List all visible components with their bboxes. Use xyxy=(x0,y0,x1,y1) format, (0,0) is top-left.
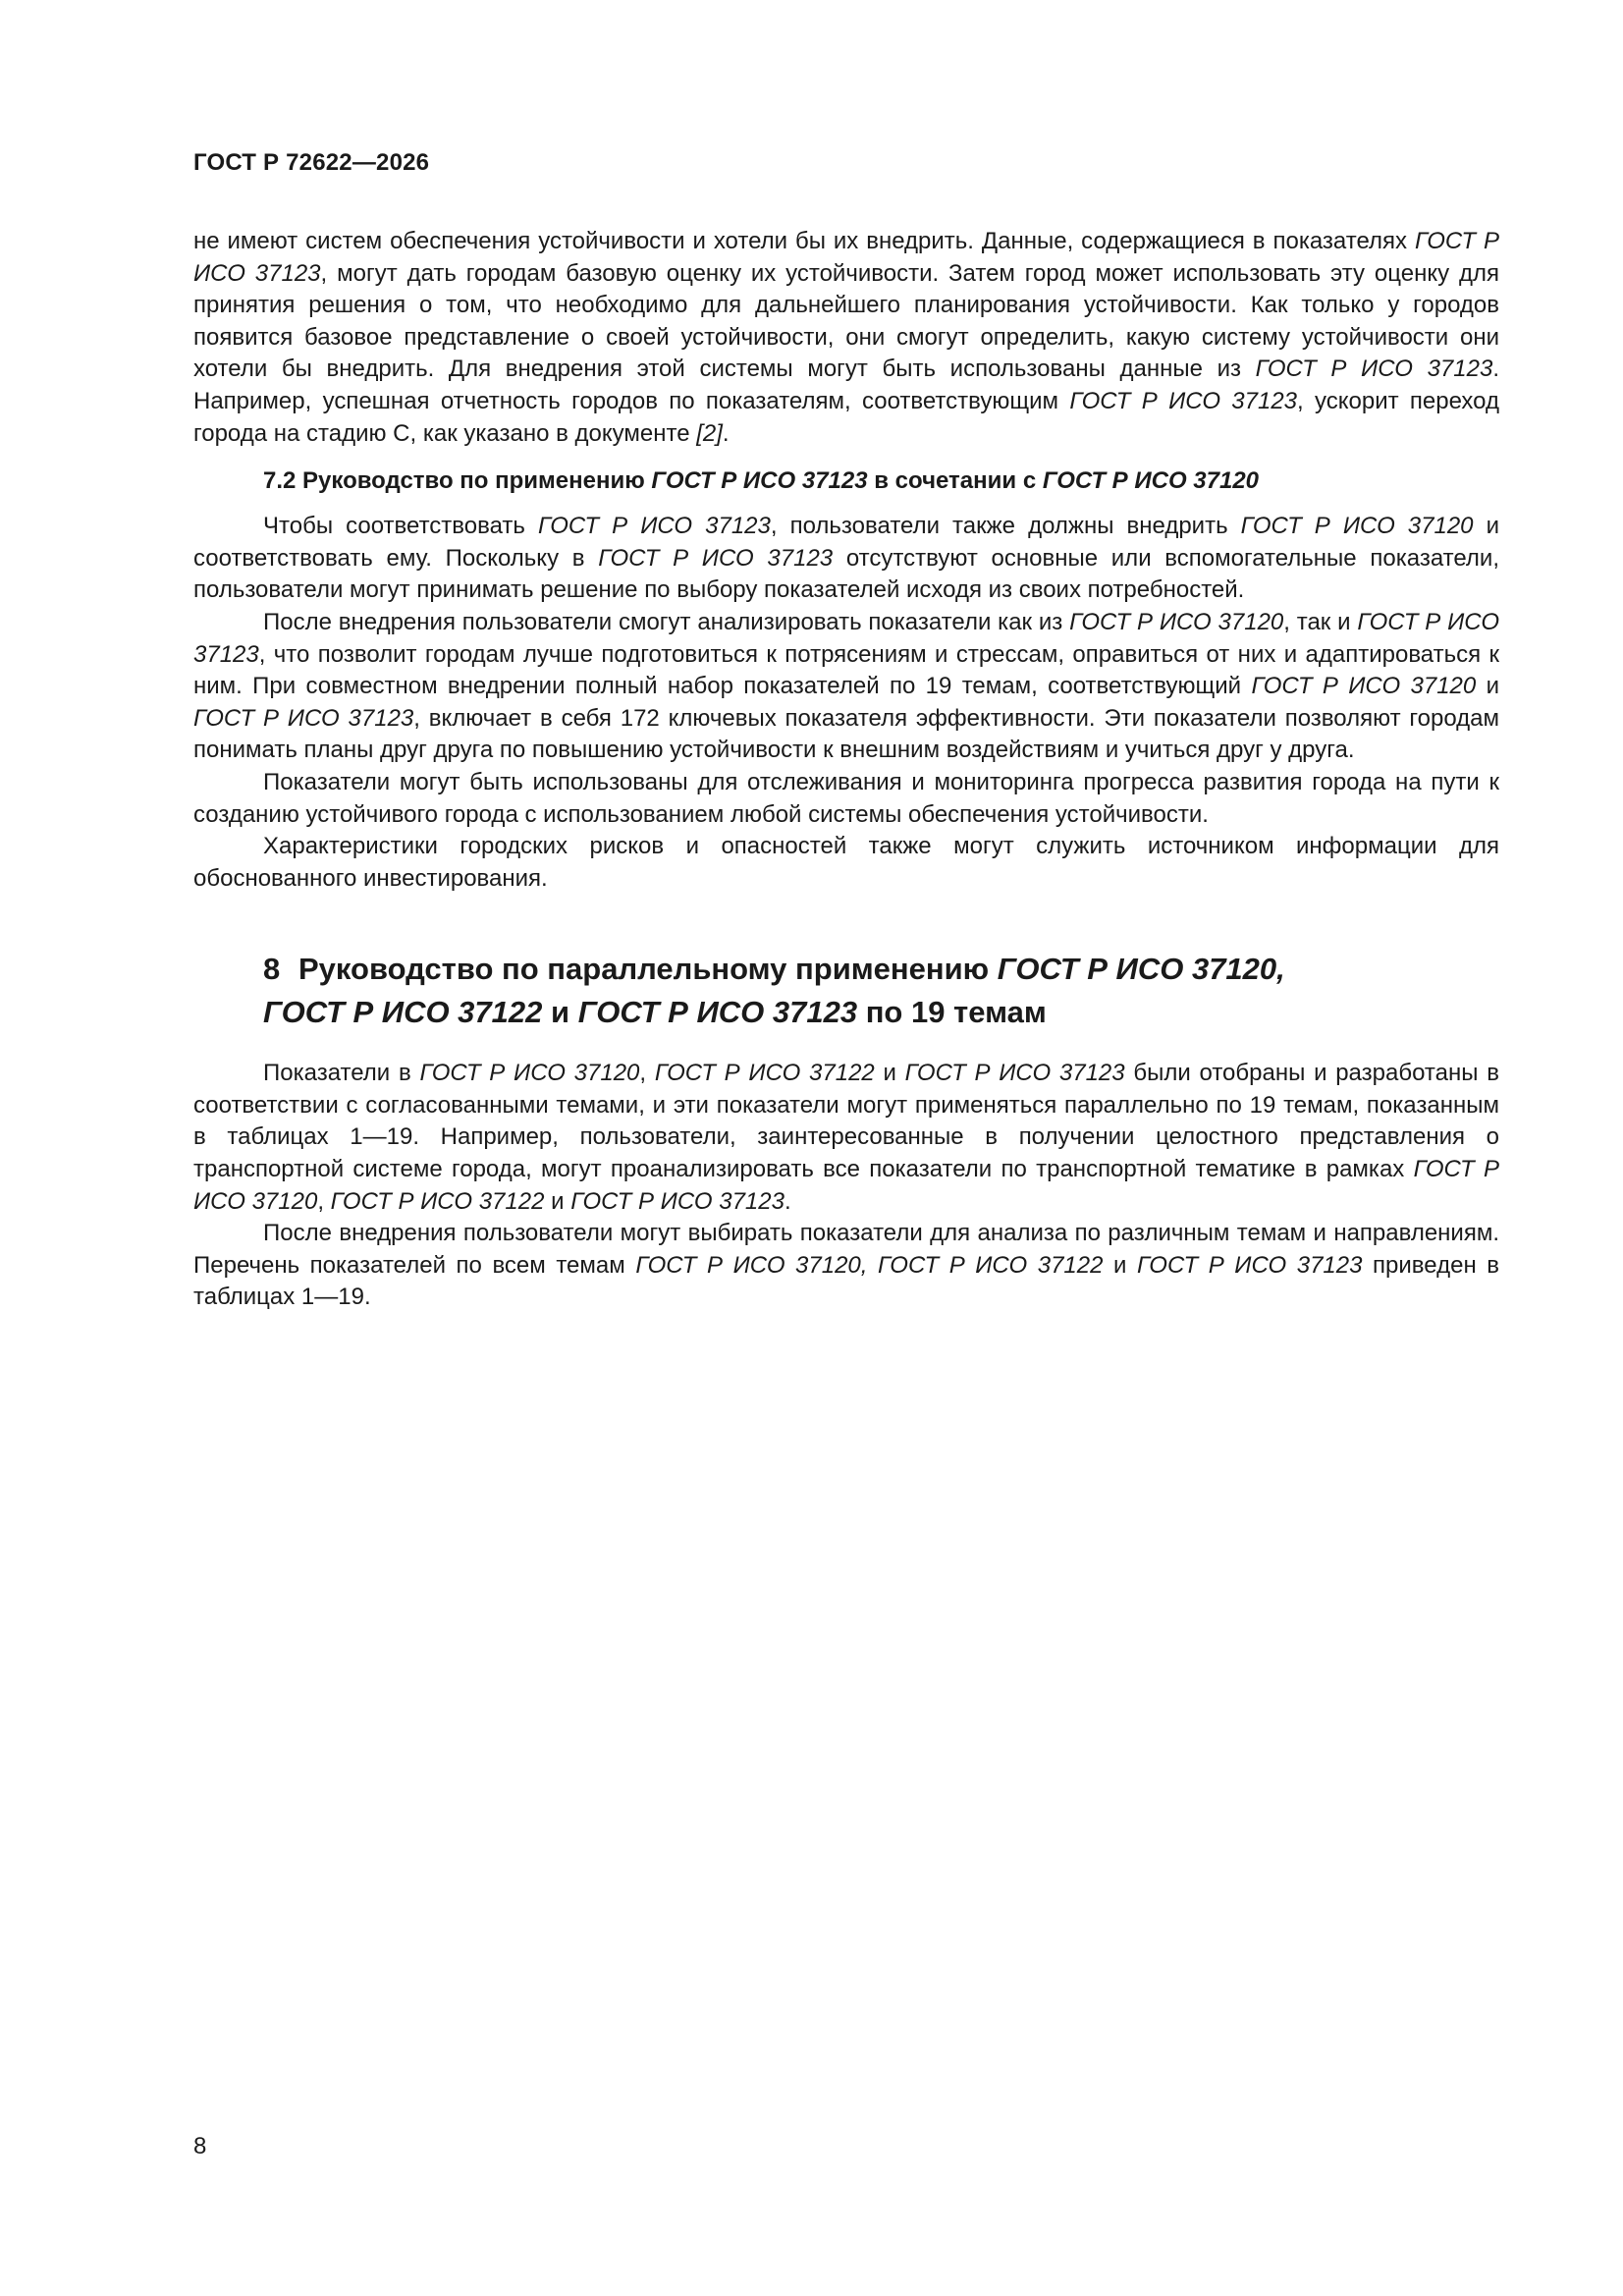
paragraph: Характеристики городских рисков и опасностей также могут служить источником информации для обоснованного инвестирования. xyxy=(193,833,1499,892)
paragraph: Чтобы соответствовать ГОСТ Р ИСО 37123, пользователи также должны внедрить ГОСТ Р ИСО 37120 и соответствовать ему. Поскольку в ГОСТ Р ИСО 37123 отсутствуют основные или вспомогательные показатели, пользователи могут принимать решение по выбору показателей исходя из своих потребностей. xyxy=(193,513,1500,604)
standard-reference: ГОСТ Р ИСО 37120 xyxy=(1042,467,1260,495)
standard-reference: ГОСТ Р ИСО 37123 xyxy=(193,608,1499,668)
paragraph: После внедрения пользователи смогут анализировать показатели как из ГОСТ Р ИСО 37120, так и ГОСТ Р ИСО 37123, что позволит городам лучше подготовиться к потрясениям и стрессам, оправиться от них и адаптироваться к ним. При совместном внедрении полный набор показателей по 19 темам, соответствующий ГОСТ Р ИСО 37120 и ГОСТ Р ИСО 37123, включает в себя 172 ключевых показателя эффективности. Эти показатели позволяют городам понимать планы друг друга по повышению устойчивости к внешним воздействиям и учиться друг у друга. xyxy=(193,608,1500,764)
standard-reference: ГОСТ Р ИСО 37120 xyxy=(419,1060,640,1087)
standard-reference: ГОСТ Р ИСО 37123 xyxy=(1069,387,1298,414)
standard-reference: ГОСТ Р ИСО 37123 xyxy=(193,228,1500,287)
standard-reference: ГОСТ Р ИСО 37123 xyxy=(577,995,858,1030)
page-content xyxy=(193,226,1499,1314)
standard-reference: ГОСТ Р ИСО 37123 xyxy=(537,513,771,540)
subsection-heading-7-2: 7.2 Руководство по применению ГОСТ Р ИСО 37123 в сочетании с ГОСТ Р ИСО 37120 xyxy=(263,467,1260,495)
page-number: 8 xyxy=(193,2133,207,2159)
standard-reference: ГОСТ Р ИСО 37123 xyxy=(1255,355,1493,383)
paragraph-intro: не имеют систем обеспечения устойчивости и хотели бы их внедрить. Данные, содержащиеся в показателях ГОСТ Р ИСО 37123, могут дать городам базовую оценку их устойчивости. Затем город может использовать эту оценку для принятия решения о том, что необходимо для дальнейшего планирования устойчивости. Как только у городов появится базовое представление о своей устойчивости, они смогут определить, какую систему устойчивости они хотели бы внедрить. Для внедрения этой системы могут быть использованы данные из ГОСТ Р ИСО 37123. Например, успешная отчетность городов по показателям, соответствующим ГОСТ Р ИСО 37123, ускорит переход города на стадию C, как указано в документе [2]. xyxy=(193,228,1500,447)
section-heading-8: 8 Руководство по параллельному применению ГОСТ Р ИСО 37120, ГОСТ Р ИСО 37122 и ГОСТ Р ИСО 37123 по 19 темам xyxy=(193,948,1499,1034)
standard-reference: ГОСТ Р ИСО 37122 xyxy=(654,1060,875,1087)
running-header: ГОСТ Р 72622—2026 xyxy=(193,149,430,176)
standard-reference: ГОСТ Р ИСО 37120, xyxy=(997,952,1285,987)
standard-reference: ГОСТ Р ИСО 37120, ГОСТ Р ИСО 37122 xyxy=(635,1251,1104,1279)
standard-reference: ГОСТ Р ИСО 37120 xyxy=(1240,513,1474,540)
standard-reference: ГОСТ Р ИСО 37120 xyxy=(193,1156,1500,1215)
standard-reference: ГОСТ Р ИСО 37123 xyxy=(193,704,414,732)
standard-reference: ГОСТ Р ИСО 37122 xyxy=(330,1187,545,1215)
paragraph: Показатели в ГОСТ Р ИСО 37120, ГОСТ Р ИСО 37122 и ГОСТ Р ИСО 37123 были отобраны и разработаны в соответствии с согласованными темами, и эти показатели могут применяться параллельно по 19 темам, показанным в таблицах 1—19. Например, пользователи, заинтересованные в получении целостного представления о транспортной системе города, могут проанализировать все показатели по транспортной тематике в рамках ГОСТ Р ИСО 37120, ГОСТ Р ИСО 37122 и ГОСТ Р ИСО 37123. xyxy=(193,1060,1500,1215)
standard-reference: ГОСТ Р ИСО 37122 xyxy=(263,995,543,1030)
bibliography-reference: [2] xyxy=(696,419,723,447)
paragraph: После внедрения пользователи могут выбирать показатели для анализа по различным темам и направлениям. Перечень показателей по всем темам ГОСТ Р ИСО 37120, ГОСТ Р ИСО 37122 и ГОСТ Р ИСО 37123 приведен в таблицах 1—19. xyxy=(193,1220,1500,1311)
standard-reference: ГОСТ Р ИСО 37123 xyxy=(598,544,834,572)
section-number: 8 xyxy=(263,952,281,987)
standard-reference: ГОСТ Р ИСО 37123 xyxy=(570,1187,784,1215)
standard-reference: ГОСТ Р ИСО 37120 xyxy=(1251,673,1477,700)
standard-reference: ГОСТ Р ИСО 37123 xyxy=(1137,1251,1363,1279)
paragraph: Показатели могут быть использованы для отслеживания и мониторинга прогресса развития города на пути к созданию устойчивого города с использованием любой системы обеспечения устойчивости. xyxy=(193,768,1499,828)
standard-reference: ГОСТ Р ИСО 37123 xyxy=(904,1060,1125,1087)
standard-reference: ГОСТ Р ИСО 37123 xyxy=(651,467,868,495)
standard-reference: ГОСТ Р ИСО 37120 xyxy=(1069,608,1284,635)
